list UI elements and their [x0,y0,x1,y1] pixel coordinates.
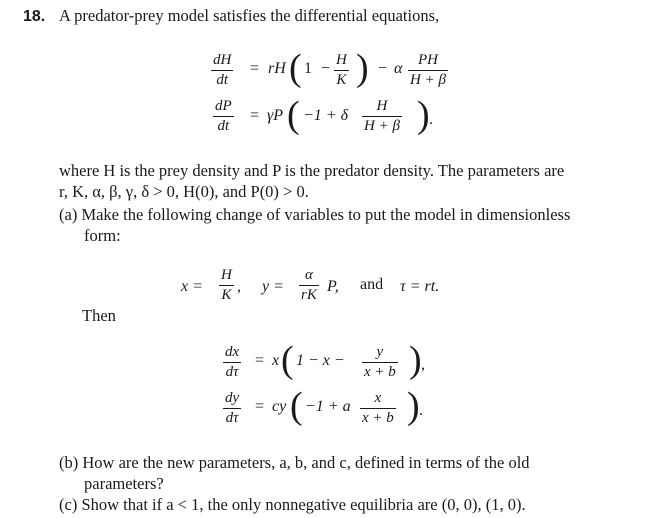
one: 1 [304,60,312,77]
where-line-2: r, K, α, β, γ, δ > 0, H(0), and P(0) > 0. [59,182,309,201]
dH-numerator: dH [213,52,232,68]
equals-sign: = [250,107,260,124]
left-paren: ( [289,47,302,89]
right-paren: ) [356,47,369,89]
rH-term: rH [268,60,286,77]
inner-expression: 1 − x − [296,352,345,369]
part-c-text: (c) Show that if a < 1, the only nonnegative equilibria are (0, 0), (1, 0). [59,495,526,514]
equals-sign: = [250,60,260,77]
dx-dtau-fraction [223,344,241,381]
left-paren: ( [281,339,294,381]
PH-over-Hbeta-fraction [408,52,448,89]
dP-numerator: dP [215,98,232,114]
dtau-denominator: dτ [225,410,239,426]
dH-dt-fraction [211,52,233,89]
part-a-line-2: form: [84,226,121,245]
part-a-line-1: (a) Make the following change of variables to put the model in dimensionless [59,205,571,224]
problem-number: 18. [23,8,46,25]
and-word: and [360,276,384,293]
inner-expression: −1 + a [305,398,351,415]
minus-sign-2: − [378,60,388,77]
where-line-1: where H is the prey density and P is the predator density. The parameters are [59,161,565,180]
K-denominator: K [221,287,232,303]
comma: , [421,356,425,373]
H-plus-beta-denominator: H + β [364,118,400,134]
PH-numerator: PH [417,52,438,68]
part-b-line-2: parameters? [84,474,164,493]
H-over-Hbeta-fraction [362,98,402,135]
P-term: P, [327,278,339,295]
H-numerator: H [336,52,347,68]
dt-denominator: dt [216,72,228,88]
then-label: Then [82,306,116,325]
K-denominator: K [336,72,347,88]
gammaP-term: γP [267,107,284,124]
left-paren: ( [290,385,303,427]
H-plus-beta-denominator: H + β [410,72,446,88]
equals-sign: = [255,398,265,415]
H-numerator: H [376,98,388,114]
intro-text: A predator-prey model satisfies the differential equations, [59,6,440,25]
alpha-symbol: α [394,60,403,77]
x-over-xb-fraction [360,390,396,427]
H-over-K-fraction [334,52,349,89]
left-paren: ( [287,94,300,136]
y-over-xb-fraction [362,344,398,381]
period: . [419,402,423,419]
y-numerator: y [376,344,384,360]
minus-sign: − [321,60,331,77]
cy-term: cy [272,398,287,415]
right-paren: ) [409,339,422,381]
y-equals: y = [262,278,284,295]
part-b-line-1: (b) How are the new parameters, a, b, and c, defined in terms of the old [59,453,530,472]
dy-numerator: dy [225,390,240,406]
right-paren: ) [417,94,430,136]
comma: , [237,278,241,295]
x-plus-b-denominator: x + b [362,410,394,426]
equals-sign: = [255,352,265,369]
dt-denominator: dt [217,118,230,134]
right-paren: ) [407,385,420,427]
alpha-numerator: α [304,267,313,283]
x-term: x [272,352,280,369]
x-plus-b-denominator: x + b [364,364,396,380]
H-numerator: H [221,267,232,283]
x-numerator: x [374,390,382,406]
tau-equals: τ = rt. [400,278,440,295]
alpha-over-rK-fraction [299,267,319,304]
dy-dtau-fraction [223,390,241,427]
dtau-denominator: dτ [225,364,239,380]
H-over-K-fraction [219,267,234,304]
dx-numerator: dx [225,344,240,360]
dP-dt-fraction [213,98,234,135]
rK-denominator: rK [301,287,317,303]
x-equals: x = [181,278,203,295]
period: . [429,111,433,128]
inner-expression: −1 + δ [303,107,349,124]
